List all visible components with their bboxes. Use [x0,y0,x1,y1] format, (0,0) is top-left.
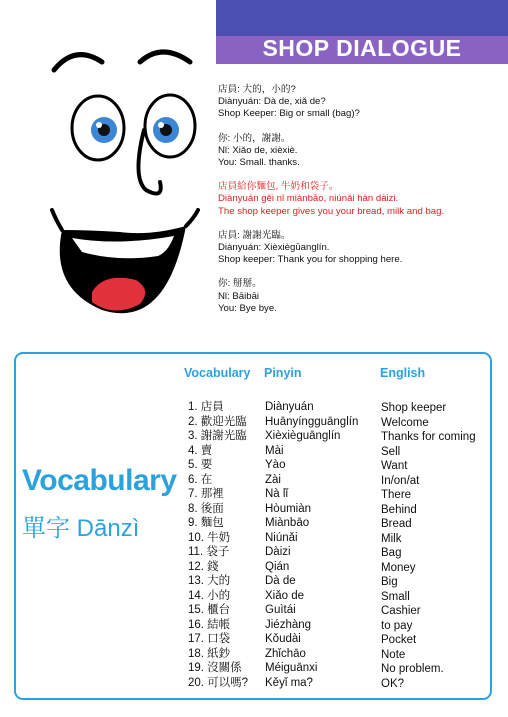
vocab-english: Welcome [381,416,429,429]
column-header-pinyin: Pinyin [264,366,302,380]
dialogue-line: 你: 小的，謝謝。 [218,132,291,144]
vocab-pinyin: Méiguānxi [265,662,318,674]
vocab-pinyin: Xiǎo de [265,589,305,602]
vocab-pinyin-list [265,400,358,690]
vocab-word: 6. 在 [188,473,213,486]
vocab-english: Sell [381,445,401,458]
vocab-pinyin: Yào [265,459,286,471]
vocab-english: Behind [381,503,417,516]
vocab-word: 4. 賣 [188,444,213,457]
dialogue-line: You: Bye bye. [218,302,277,314]
dialogue-line: 店員: 謝謝光臨。 [218,229,291,241]
vocab-pinyin: Dàizi [265,546,291,558]
vocab-word: 8. 後面 [188,502,224,515]
vocabulary-subtitle: 單字 Dānzì [22,515,140,542]
dialogue-block [218,181,503,218]
header-bar-dark [216,0,508,36]
vocab-word-list [188,400,248,690]
vocab-word: 5. 要 [188,459,213,471]
vocab-pinyin: Xièxièguānglín [265,430,341,442]
vocab-pinyin: Miànbāo [265,517,310,529]
vocab-word: 12. 錢 [188,560,219,573]
vocab-word: 15. 櫃台 [188,604,231,616]
vocab-word: 1. 店員 [188,401,224,413]
vocab-english: Want [381,460,408,472]
column-header-english: English [380,366,426,380]
vocab-english: Thanks for coming [381,431,476,443]
vocab-english: Bread [381,518,412,530]
column-header-vocabulary: Vocabulary [184,366,251,380]
vocab-word: 20. 可以嗎? [188,676,249,689]
dialogue-line: Shop Keeper: Big or small (bag)? [218,108,360,120]
vocab-word: 17. 口袋 [188,633,231,645]
vocab-pinyin: Jiézhàng [265,618,312,631]
dialogue-line: The shop keeper gives you your bread, milk and bag. [218,205,445,217]
vocab-pinyin: Hòumiàn [265,502,312,515]
dialogue-line: 你: 掰掰。 [218,278,262,290]
vocab-pinyin: Guìtái [265,604,296,616]
vocab-pinyin: Dà de [265,575,296,587]
dialogue-line: Shop keeper: Thank you for shopping here. [218,254,403,266]
dialogue-line: 店員: 大的，小的? [218,84,296,95]
dialogue-block [218,84,503,121]
page-title: SHOP DIALOGUE [262,35,462,61]
vocab-word: 16. 結帳 [188,618,231,631]
vocab-english: No problem. [381,663,444,675]
vocab-english: Bag [381,547,402,559]
vocab-word: 10. 牛奶 [188,531,231,544]
dialogue-block [218,133,503,170]
vocab-english-list [381,401,476,691]
vocab-english: Big [381,576,398,588]
vocab-english: Small [381,590,410,603]
vocab-english: Money [381,561,416,574]
dialogue-line: Diànyuán: Dà de, xiǎ de? [218,96,326,108]
vocab-word: 2. 歡迎光臨 [188,415,247,428]
vocab-pinyin: Kǒudài [265,633,301,645]
vocab-word: 14. 小的 [188,589,231,602]
vocabulary-title: Vocabulary [22,464,177,497]
shop-dialogue [218,84,503,327]
vocab-pinyin: Qián [265,560,290,573]
vocab-pinyin: Kěyǐ ma? [265,676,313,689]
vocab-english: Cashier [381,605,421,617]
vocab-english: Pocket [381,634,417,646]
vocab-pinyin: Zài [265,473,281,486]
vocab-pinyin: Niúnǎi [265,531,298,544]
vocab-english: Note [381,648,406,661]
vocab-pinyin: Diànyuán [265,401,314,413]
vocab-word: 3. 謝謝光臨 [188,430,247,442]
vocab-english: to pay [381,619,413,632]
dialogue-block [218,230,503,267]
vocab-english: Shop keeper [381,402,447,414]
vocab-word: 19. 沒關係 [188,662,242,674]
vocab-english: In/on/at [381,474,420,487]
dialogue-line: Nǐ: Bāibāi [218,290,260,302]
dialogue-block [218,278,503,315]
vocab-word: 13. 大的 [188,575,231,587]
vocab-word: 18. 紙鈔 [188,647,231,660]
vocab-pinyin: Mài [265,444,284,457]
vocab-pinyin: Nà lǐ [265,488,289,500]
dialogue-line: You: Small. thanks. [218,157,300,169]
vocab-english: There [381,489,412,501]
vocab-english: OK? [381,677,405,690]
dialogue-line: Nǐ: Xiǎo de, xièxiè. [218,144,298,156]
vocab-word: 9. 麵包 [188,517,224,529]
vocab-english: Milk [381,532,402,545]
dialogue-line: Diànyuán gěi nǐ miànbāo, niúnǎi hàn dàizi. [218,193,399,205]
vocab-pinyin: Huānyíngguānglín [265,415,359,428]
vocab-word: 7. 那裡 [188,488,224,500]
vocab-word: 11. 袋子 [188,546,230,558]
dialogue-line: Diànyuán: Xièxiègūanglín. [218,242,330,254]
cartoon-face-illustration [40,40,215,330]
dialogue-line: 店員給你麵包, 牛奶和袋子。 [218,181,339,193]
vocab-pinyin: Zhǐchāo [265,647,306,660]
